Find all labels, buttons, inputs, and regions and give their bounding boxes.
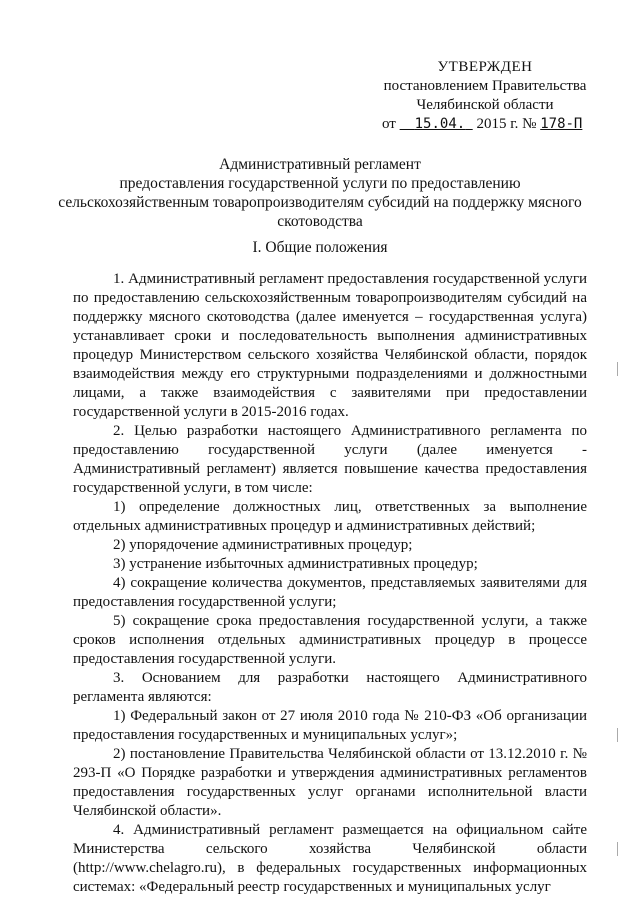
list-item: 1) Федеральный закон от 27 июля 2010 года № 210-ФЗ «Об организации предоставления государственных и муниципальных услуг»; [73,708,587,743]
list-item: 3) устранение избыточных административных процедур; [113,556,478,572]
list-item: 4) сокращение количества документов, представляемых заявителями для предоставления государственной услуги; [73,575,587,610]
paragraph: 3. Основанием для разработки настоящего Административного регламента являются: [73,670,587,705]
paragraph: 4. Административный регламент размещается на официальном сайте Министерства сельского хозяйства Челябинской области (http://www.chelagro.ru), в федеральных государственных информационных системах: «Федеральный реестр государственных и муниципальных услуг [73,822,587,895]
scan-margin-mark [617,842,618,856]
document-body [73,270,587,897]
title-line-3: сельскохозяйственным товаропроизводителям субсидий на поддержку мясного [58,194,582,211]
scan-margin-mark [617,728,618,742]
date-prefix: от [382,116,396,132]
paragraph: 2. Целью разработки настоящего Административного регламента по предоставлению государственной услуги (далее именуется - Административный регламент) является повышение качества предоставления государственной услуги, в том числе: [73,423,587,496]
title-line-1: Административный регламент [219,156,421,173]
approval-line-2: Челябинской области [416,97,554,113]
list-item: 2) постановление Правительства Челябинской области от 13.12.2010 г. № 293-П «О Порядке разработки и утверждения административных регламентов предоставления государственных услуг органами исполнительной власти Челябинской области». [73,746,587,819]
date-year: 2015 г. № [476,116,537,132]
document-title [40,155,600,231]
decree-number: 178-П [540,116,583,132]
title-line-4: скотоводства [277,213,363,230]
paragraph: 1. Административный регламент предоставления государственной услуги по предоставлению сельскохозяйственным товаропроизводителям субсидий на поддержку мясного скотоводства (далее именуется – государственная услуга) устанавливает сроки и последовательность выполнения административных процедур Министерством сельского хозяйства Челябинской области, порядок взаимодействия между его структурными подразделениями и должностными лицами, а также взаимодействия с заявителями при предоставлении государственной услуги в 2015-2016 годах. [73,271,587,420]
section-title: I. Общие положения [252,239,388,256]
list-item: 1) определение должностных лиц, ответственных за выполнение отдельных административных процедур и административных действий; [73,499,587,534]
date-value: 15.04. [414,116,466,132]
approval-line-1: постановлением Правительства [383,78,587,94]
scan-margin-mark [617,362,618,376]
title-line-2: предоставления государственной услуги по предоставлению [119,175,521,192]
list-item: 5) сокращение срока предоставления государственной услуги, а также сроков исполнения отдельных административных процедур в процессе предоставления государственной услуги. [73,613,587,667]
approval-stamp [360,58,610,134]
list-item: 2) упорядочение административных процедур; [113,537,413,553]
approval-heading: УТВЕРЖДЕН [437,59,533,75]
approval-date-line [360,115,610,134]
